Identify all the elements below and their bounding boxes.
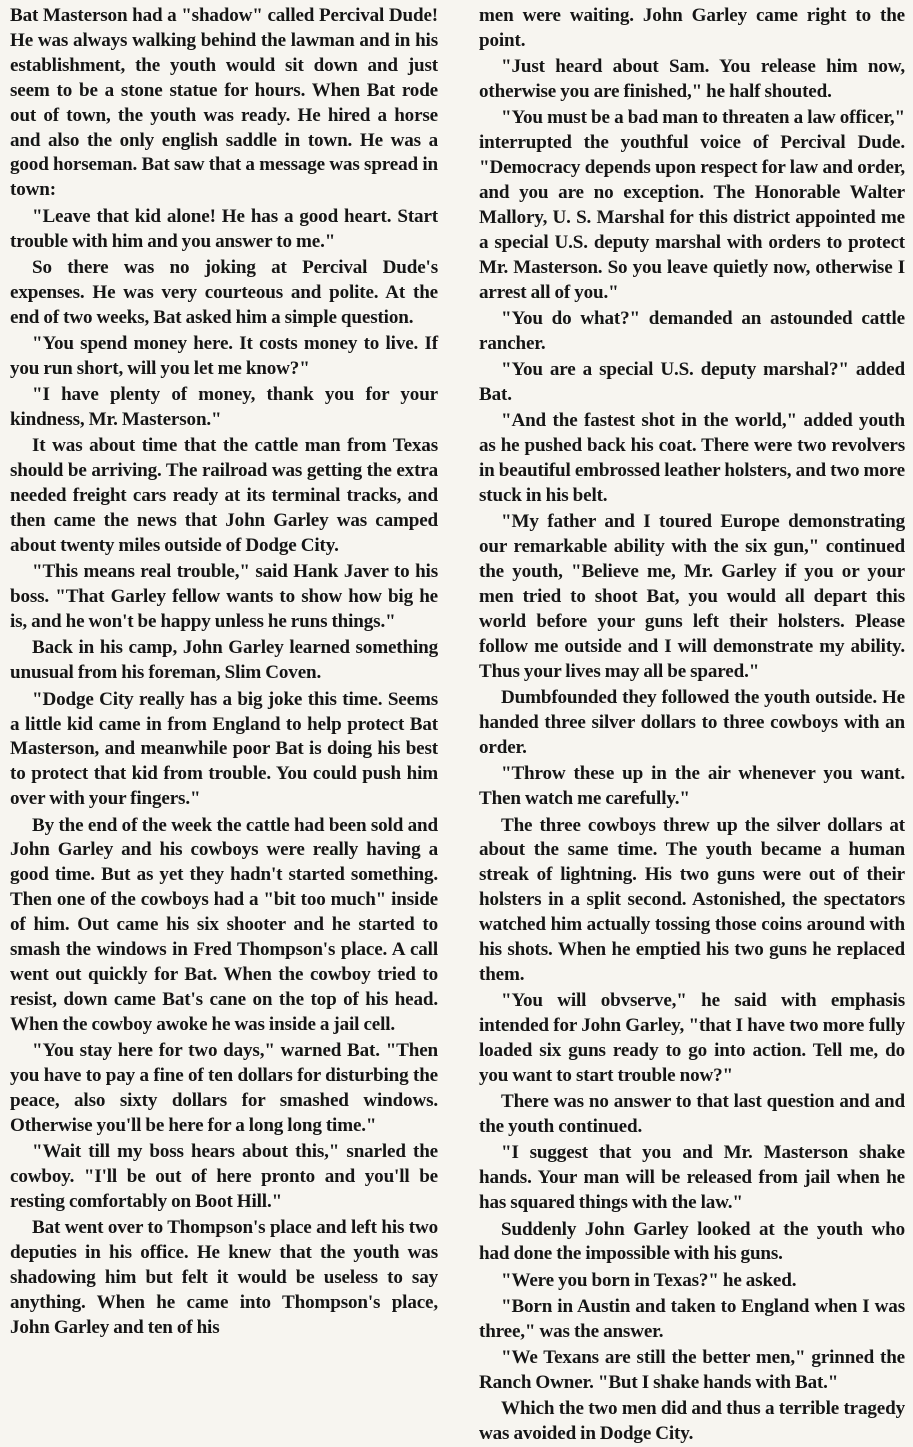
paragraph: "Dodge City really has a big joke this time. Seems a little kid came in from England to help protect Bat Masterson, and meanwhile poor Bat is doing his best to protect that kid from trouble. You could push him over with your fingers." [10, 688, 438, 810]
paragraph: Bat went over to Thompson's place and left his two deputies in his office. He knew that the youth was shadowing him but felt it would be useless to say anything. When he came into Thompson's place, John Garley and ten of his [10, 1217, 438, 1338]
paragraph: "You stay here for two days," warned Bat. "Then you have to pay a fine of ten dollars for disturbing the peace, also sixty dollars for smashed windows. Otherwise you'll be here for a long long time." [10, 1040, 438, 1136]
paragraph: Dumbfounded they followed the youth outside. He handed three silver dollars to three cowboys with an order. [479, 687, 905, 759]
paragraph: "You must be a bad man to threaten a law officer," interrupted the youthful voice of Percival Dude. "Democracy depends upon respect for law and order, and you are no exception. The Honorable Walter Mallory, U. S. Marshal for this district appointed me a special U.S. deputy marshal with orders to protect Mr. Masterson. So you leave quietly now, otherwise I arrest all of you." [479, 107, 905, 303]
paragraph: "You spend money here. It costs money to live. If you run short, will you let me know?" [10, 332, 438, 379]
paragraph: "Just heard about Sam. You release him now, otherwise you are finished," he half shouted. [479, 56, 905, 103]
paragraph: Which the two men did and thus a terrible tragedy was avoided in Dodge City. [479, 1398, 905, 1445]
paragraph: "And the fastest shot in the world," added youth as he pushed back his coat. There were two revolvers in beautiful embrossed leather holsters, and two more stuck in his belt. [479, 410, 905, 507]
paragraph: "I suggest that you and Mr. Masterson shake hands. Your man will be released from jail when he has squared things with the law." [479, 1142, 905, 1214]
paragraph: Bat Masterson had a "shadow" called Percival Dude! He was always walking behind the lawman and in his establishment, the youth would sit down and just seem to be a stone statue for hours. When Bat rode out of town, the youth was ready. He hired a horse and also the only english saddle in town. He was a good horseman. Bat saw that a message was spread in town: [10, 5, 438, 201]
paragraph: men were waiting. John Garley came right to the point. [479, 5, 905, 51]
paragraph: "We Texans are still the better men," grinned the Ranch Owner. "But I shake hands with Bat." [479, 1347, 905, 1394]
paragraph: So there was no joking at Percival Dude's expenses. He was very courteous and polite. At the end of two weeks, Bat asked him a simple question. [10, 256, 438, 328]
paragraph: "Throw these up in the air whenever you want. Then watch me carefully." [479, 763, 905, 810]
paragraph: "This means real trouble," said Hank Javer to his boss. "That Garley fellow wants to show how big he is, and he won't be happy unless he runs things." [10, 561, 438, 633]
right-column [475, 4, 905, 1445]
left-column [10, 4, 440, 1363]
paragraph: "You do what?" demanded an astounded cattle rancher. [479, 308, 905, 354]
paragraph: There was no answer to that last question and and the youth continued. [479, 1091, 905, 1138]
paragraph: "My father and I toured Europe demonstrating our remarkable ability with the six gun," continued the youth, "Believe me, Mr. Garley if you or your men tried to shoot Bat, you would all depart this world before your guns left their holsters. Please follow me outside and I will demonstrate my ability. Thus your lives may all be spared." [479, 511, 905, 682]
paragraph: Suddenly John Garley looked at the youth who had done the impossible with his guns. [479, 1218, 905, 1265]
paragraph: Back in his camp, John Garley learned something unusual from his foreman, Slim Coven. [10, 637, 438, 684]
paragraph: "Leave that kid alone! He has a good heart. Start trouble with him and you answer to me." [10, 205, 438, 252]
paragraph: "Wait till my boss hears about this," snarled the cowboy. "I'll be out of here pronto and you'll be resting comfortably on Boot Hill." [10, 1141, 438, 1212]
paragraph: "Born in Austin and taken to England when I was three," was the answer. [479, 1296, 905, 1342]
paragraph: "You will obvserve," he said with emphasis intended for John Garley, "that I have two more fully loaded six guns ready to go into action. Tell me, do you want to start trouble now?" [479, 990, 905, 1086]
paragraph: "I have plenty of money, thank you for your kindness, Mr. Masterson." [10, 384, 438, 431]
paragraph: By the end of the week the cattle had been sold and John Garley and his cowboys were really having a good time. But as yet they hadn't started something. Then one of the cowboys had a "bit too much" inside of him. Out came his six shooter and he started to smash the windows in Fred Thompson's place. A call went out quickly for Bat. When the cowboy tried to resist, down came Bat's cane on the top of his head. When the cowboy awoke he was inside a jail cell. [10, 814, 438, 1035]
paragraph: It was about time that the cattle man from Texas should be arriving. The railroad was getting the extra needed freight cars ready at its terminal tracks, and then came the news that John Garley was camped about twenty miles outside of Dodge City. [10, 435, 438, 556]
paragraph: The three cowboys threw up the silver dollars at about the same time. The youth became a human streak of lightning. His two guns were out of their holsters in a split second. Astonished, the spectators watched him actually tossing those coins around with his shots. When he emptied his two guns he replaced them. [479, 814, 905, 985]
paragraph: "Were you born in Texas?" he asked. [501, 1269, 797, 1291]
paragraph: "You are a special U.S. deputy marshal?" added Bat. [479, 359, 905, 406]
